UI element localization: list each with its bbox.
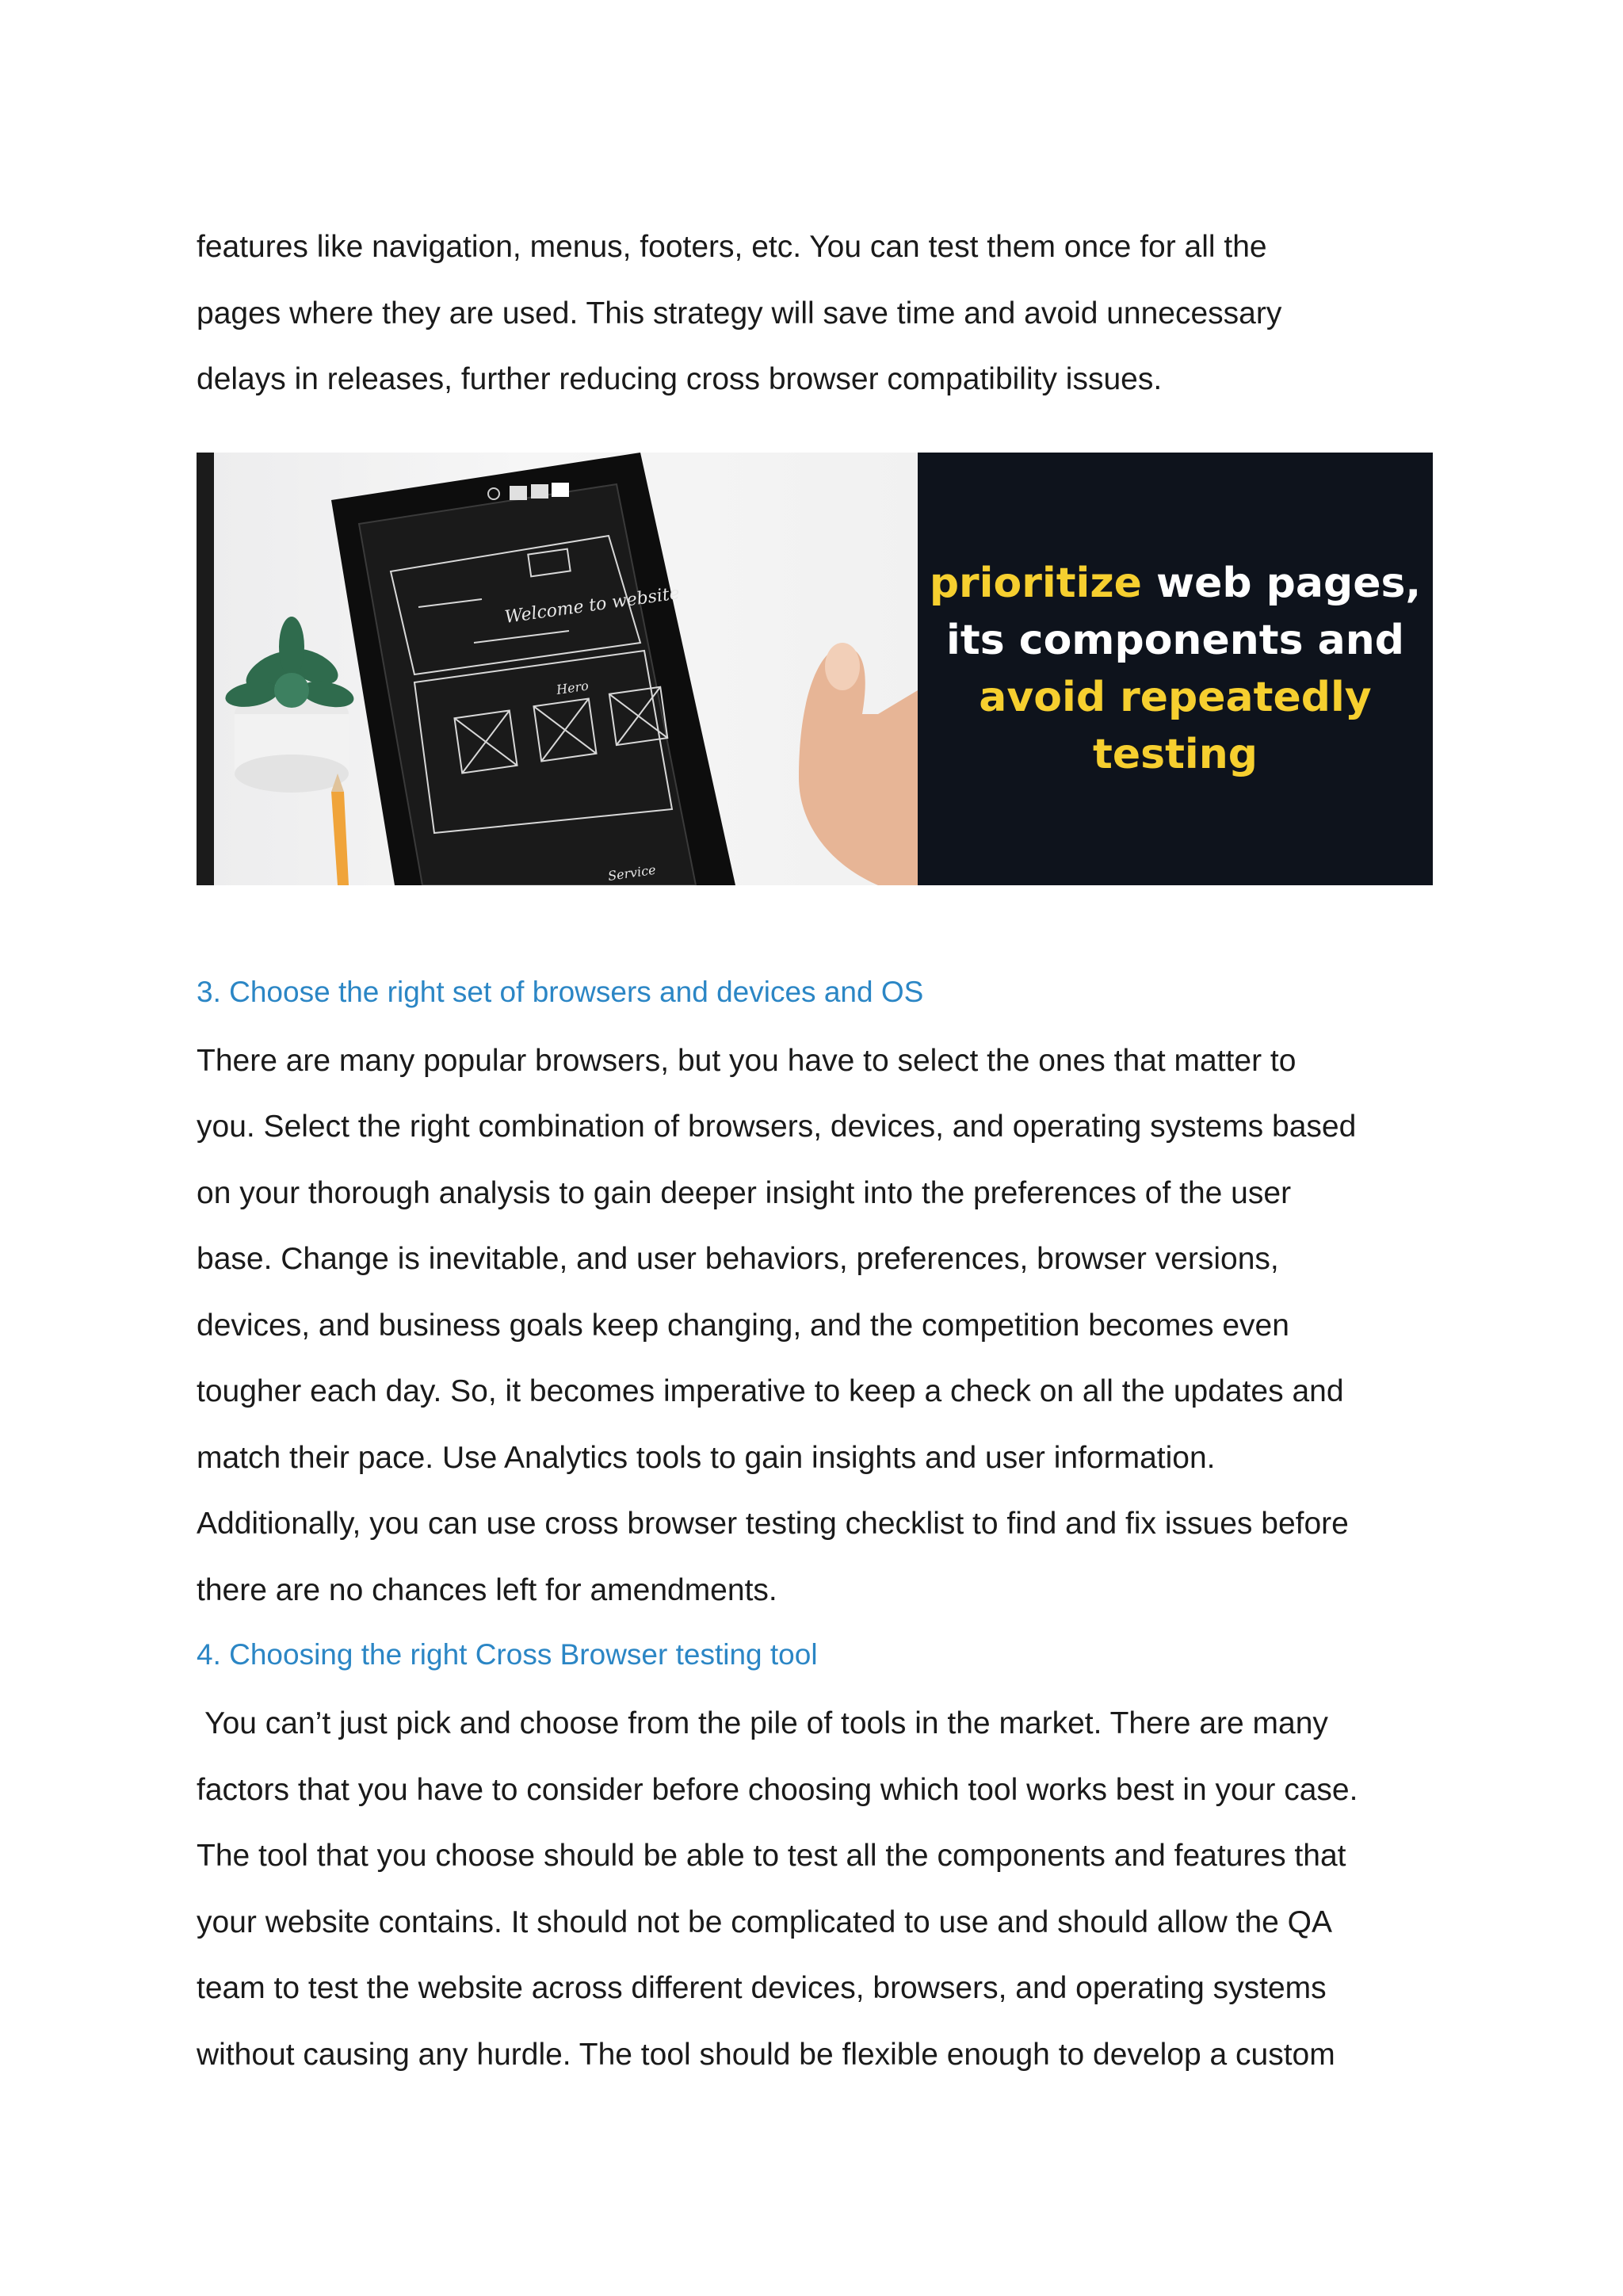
section-3 <box>197 968 1433 1624</box>
text-line: match their pace. Use Analytics tools to gain insights and user information. <box>197 1440 1216 1475</box>
banner-line: prioritize web pages, <box>929 559 1422 607</box>
text-line: base. Change is inevitable, and user behaviors, preferences, browser versions, <box>197 1242 1279 1276</box>
document-page <box>197 214 1433 2088</box>
text-line: you. Select the right combination of browsers, devices, and operating systems based <box>197 1110 1357 1144</box>
banner-highlight: prioritize <box>929 559 1142 607</box>
tablet-illustration <box>197 453 918 885</box>
section-heading: 4. Choosing the right Cross Browser testing tool <box>197 1638 818 1671</box>
text-line: without causing any hurdle. The tool should be flexible enough to develop a custom <box>197 2037 1335 2072</box>
scribble-title: Welcome to website <box>503 583 682 628</box>
text-line: The tool that you choose should be able to test all the components and features that <box>197 1839 1346 1873</box>
text-line: You can’t just pick and choose from the pile of tools in the market. There are many <box>197 1706 1328 1740</box>
section-heading: 3. Choose the right set of browsers and devices and OS <box>197 975 924 1008</box>
scribble-footer: Service <box>606 861 657 884</box>
scribble-hero: Hero <box>555 677 590 697</box>
text-line: there are no chances left for amendments. <box>197 1572 777 1607</box>
banner-line: its components and <box>946 616 1404 664</box>
text-line: pages where they are used. This strategy will save time and avoid unnecessary <box>197 296 1282 330</box>
tablet-device-icon <box>331 453 735 885</box>
text-line: team to test the website across different devices, browsers, and operating systems <box>197 1971 1327 2005</box>
text-line: devices, and business goals keep changing, and the competition becomes even <box>197 1308 1289 1343</box>
text-line: factors that you have to consider before choosing which tool works best in your case. <box>197 1772 1358 1807</box>
pencil-icon <box>331 792 349 885</box>
text-line: features like navigation, menus, footers, etc. You can test them once for all the <box>197 230 1267 264</box>
text-line: Additionally, you can use cross browser testing checklist to find and fix issues before <box>197 1507 1349 1541</box>
section-4 <box>197 1631 1433 2088</box>
hand-icon <box>799 646 918 884</box>
banner-caption <box>918 453 1433 885</box>
text-line: on your thorough analysis to gain deeper insight into the preferences of the user <box>197 1175 1292 1210</box>
article-banner-image <box>197 453 1433 885</box>
text-line: tougher each day. So, it becomes imperative to keep a check on all the updates and <box>197 1374 1344 1408</box>
banner-line: testing <box>1093 730 1258 778</box>
text-line: delays in releases, further reducing cross browser compatibility issues. <box>197 362 1163 396</box>
intro-paragraph <box>197 214 1433 413</box>
tablet-photo <box>197 453 918 885</box>
text-line: your website contains. It should not be complicated to use and should allow the QA <box>197 1904 1333 1939</box>
succulent-icon <box>223 617 356 712</box>
text-line: There are many popular browsers, but you have to select the ones that matter to <box>197 1043 1296 1078</box>
banner-line: avoid repeatedly <box>979 673 1372 721</box>
